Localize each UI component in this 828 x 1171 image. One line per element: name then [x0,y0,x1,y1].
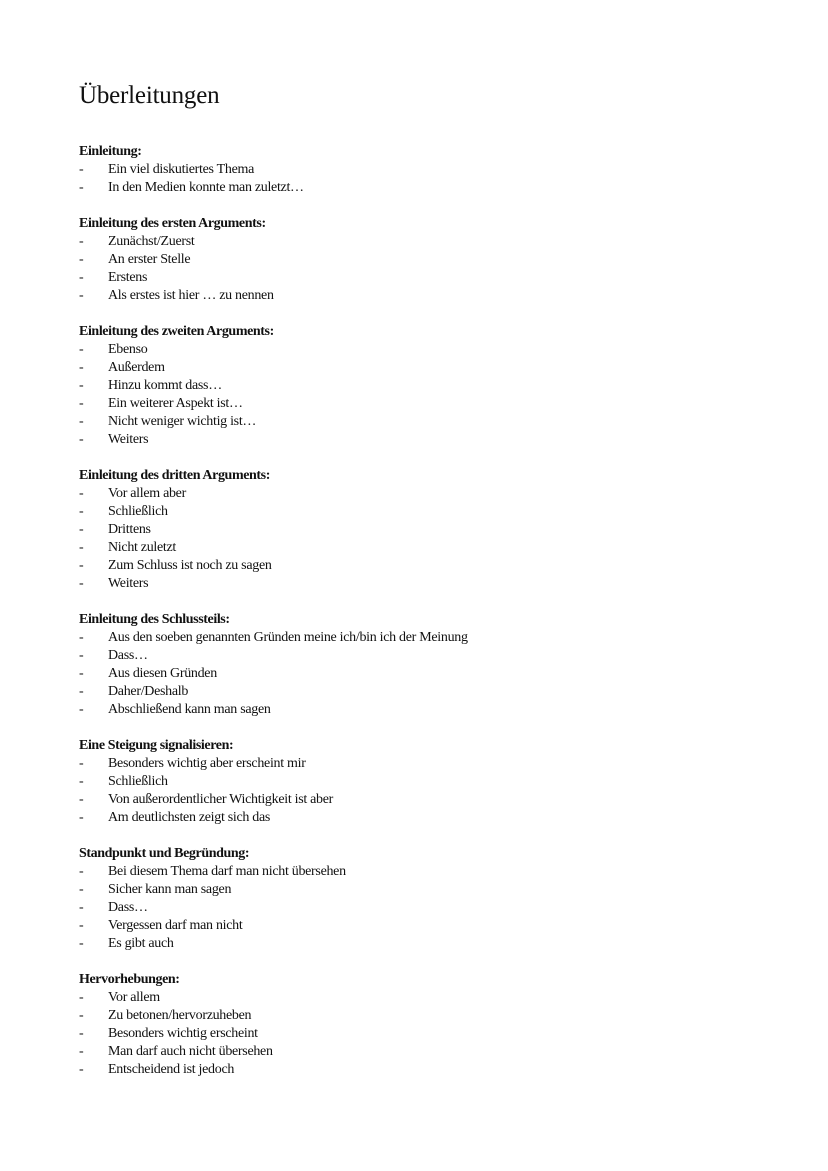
dash-bullet: - [79,288,84,303]
dash-bullet: - [79,396,84,411]
dash-bullet: - [79,486,84,501]
list-item-text: Schließlich [108,774,168,789]
dash-bullet: - [79,918,84,933]
section-list [79,629,779,719]
dash-bullet: - [79,684,84,699]
list-item-text: Ebenso [108,342,148,357]
section-heading: Einleitung des dritten Arguments: [79,468,270,483]
list-item [79,1043,779,1061]
list-item-text: Hinzu kommt dass… [108,378,222,393]
list-item-text: Dass… [108,900,148,915]
list-item-text: In den Medien konnte man zuletzt… [108,180,304,195]
section-block [79,143,779,197]
list-item-text: Weiters [108,432,149,447]
list-item [79,863,779,881]
dash-bullet: - [79,810,84,825]
list-item [79,701,779,719]
dash-bullet: - [79,666,84,681]
section-list [79,755,779,827]
list-item [79,809,779,827]
list-item-text: Vor allem [108,990,160,1005]
section-block [79,215,779,305]
dash-bullet: - [79,936,84,951]
list-item-text: Man darf auch nicht übersehen [108,1044,273,1059]
list-item-text: Zum Schluss ist noch zu sagen [108,558,272,573]
list-item [79,269,779,287]
list-item-text: Ein weiterer Aspekt ist… [108,396,243,411]
list-item-text: Aus den soeben genannten Gründen meine ich/bin ich der Meinung [108,630,468,645]
list-item [79,377,779,395]
list-item-text: Drittens [108,522,151,537]
dash-bullet: - [79,558,84,573]
list-item [79,683,779,701]
list-item-text: Vergessen darf man nicht [108,918,243,933]
list-item [79,179,779,197]
list-item [79,755,779,773]
list-item [79,935,779,953]
dash-bullet: - [79,864,84,879]
list-item-text: Ein viel diskutiertes Thema [108,162,254,177]
list-item-text: Zu betonen/hervorzuheben [108,1008,252,1023]
list-item [79,791,779,809]
list-item [79,629,779,647]
list-item [79,485,779,503]
list-item-text: Dass… [108,648,148,663]
section-heading: Einleitung des Schlussteils: [79,612,230,627]
dash-bullet: - [79,1044,84,1059]
list-item [79,557,779,575]
dash-bullet: - [79,774,84,789]
section-list [79,233,779,305]
dash-bullet: - [79,378,84,393]
dash-bullet: - [79,540,84,555]
section-heading: Einleitung des zweiten Arguments: [79,324,274,339]
list-item [79,539,779,557]
dash-bullet: - [79,270,84,285]
dash-bullet: - [79,360,84,375]
dash-bullet: - [79,648,84,663]
list-item [79,341,779,359]
section-block [79,467,779,593]
list-item-text: Aus diesen Gründen [108,666,217,681]
dash-bullet: - [79,990,84,1005]
list-item-text: Entscheidend ist jedoch [108,1062,235,1077]
list-item-text: Bei diesem Thema darf man nicht übersehen [108,864,346,879]
list-item [79,647,779,665]
list-item [79,1007,779,1025]
section-heading: Einleitung: [79,144,142,159]
list-item [79,233,779,251]
list-item [79,917,779,935]
list-item-text: Von außerordentlicher Wichtigkeit ist aber [108,792,334,807]
list-item [79,503,779,521]
dash-bullet: - [79,342,84,357]
list-item-text: Erstens [108,270,148,285]
list-item [79,1061,779,1079]
list-item-text: Vor allem aber [108,486,186,501]
list-item [79,431,779,449]
dash-bullet: - [79,504,84,519]
list-item [79,161,779,179]
list-item [79,395,779,413]
section-block [79,971,779,1079]
section-heading: Einleitung des ersten Arguments: [79,216,266,231]
dash-bullet: - [79,900,84,915]
list-item-text: An erster Stelle [108,252,191,267]
section-list [79,989,779,1079]
list-item-text: Sicher kann man sagen [108,882,232,897]
section-block [79,611,779,719]
list-item [79,251,779,269]
list-item [79,575,779,593]
dash-bullet: - [79,1062,84,1077]
document-page [79,80,779,1097]
list-item-text: Nicht zuletzt [108,540,177,555]
dash-bullet: - [79,414,84,429]
section-block [79,845,779,953]
dash-bullet: - [79,792,84,807]
list-item-text: Es gibt auch [108,936,174,951]
list-item-text: Daher/Deshalb [108,684,189,699]
list-item-text: Am deutlichsten zeigt sich das [108,810,271,825]
list-item-text: Nicht weniger wichtig ist… [108,414,257,429]
list-item-text: Als erstes ist hier … zu nennen [108,288,274,303]
dash-bullet: - [79,234,84,249]
list-item [79,359,779,377]
list-item [79,899,779,917]
list-item [79,1025,779,1043]
list-item-text: Zunächst/Zuerst [108,234,195,249]
list-item [79,521,779,539]
section-heading: Eine Steigung signalisieren: [79,738,234,753]
list-item [79,773,779,791]
dash-bullet: - [79,702,84,717]
list-item-text: Besonders wichtig aber erscheint mir [108,756,306,771]
sections-container [79,143,779,1079]
list-item [79,989,779,1007]
list-item [79,413,779,431]
list-item [79,287,779,305]
section-list [79,863,779,953]
dash-bullet: - [79,1026,84,1041]
dash-bullet: - [79,882,84,897]
dash-bullet: - [79,630,84,645]
page-title: Überleitungen [79,82,220,109]
dash-bullet: - [79,1008,84,1023]
dash-bullet: - [79,180,84,195]
list-item-text: Schließlich [108,504,168,519]
dash-bullet: - [79,252,84,267]
list-item-text: Weiters [108,576,149,591]
section-heading: Standpunkt und Begründung: [79,846,250,861]
list-item-text: Abschließend kann man sagen [108,702,271,717]
section-block [79,323,779,449]
dash-bullet: - [79,162,84,177]
section-list [79,161,779,197]
dash-bullet: - [79,522,84,537]
dash-bullet: - [79,756,84,771]
section-heading: Hervorhebungen: [79,972,180,987]
list-item-text: Besonders wichtig erscheint [108,1026,258,1041]
section-list [79,485,779,593]
dash-bullet: - [79,576,84,591]
dash-bullet: - [79,432,84,447]
section-list [79,341,779,449]
list-item [79,665,779,683]
list-item [79,881,779,899]
list-item-text: Außerdem [108,360,165,375]
section-block [79,737,779,827]
